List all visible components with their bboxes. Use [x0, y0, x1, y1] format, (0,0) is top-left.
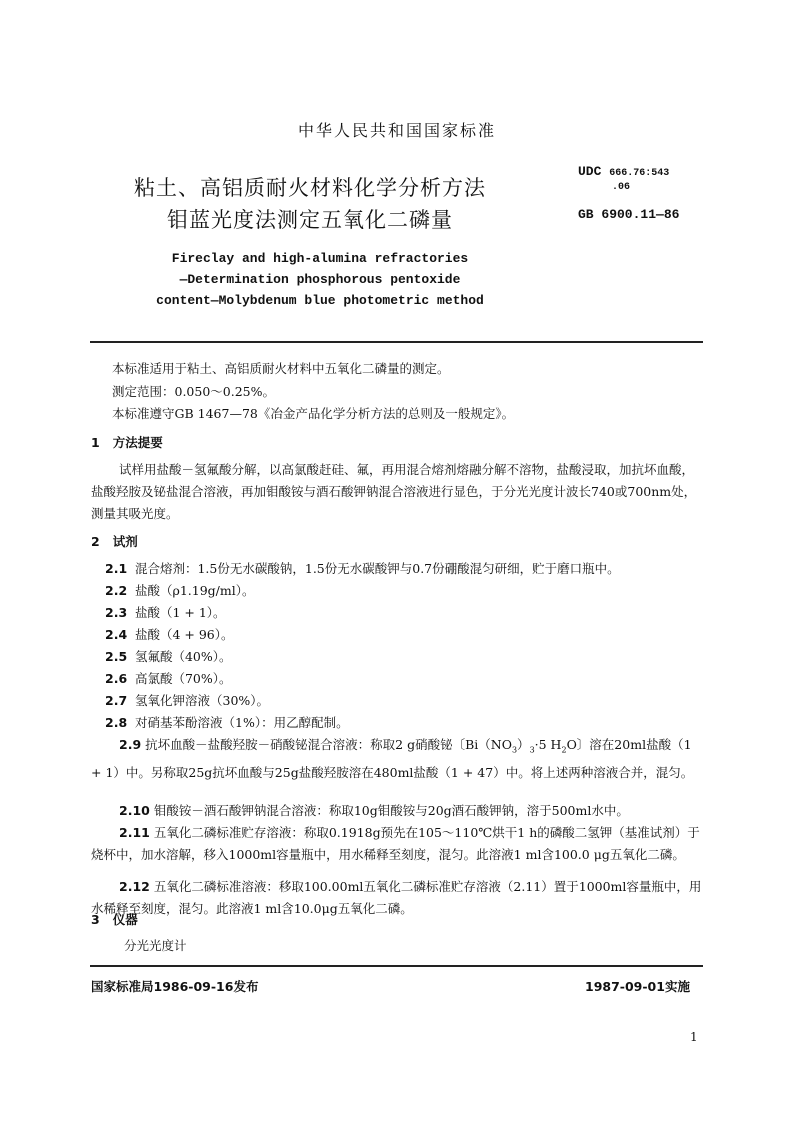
- title-en-line2: —Determination phosphorous pentoxide: [179, 272, 461, 287]
- list-item: 2.7 氢氧化钾溶液（30%）。: [105, 693, 270, 708]
- section-1-heading: 1 方法提要: [91, 435, 163, 450]
- title-cn-line1: 粘土、高铝质耐火材料化学分析方法: [134, 176, 486, 200]
- list-item: 2.6 高氯酸（70%）。: [105, 671, 232, 686]
- list-item: 2.3 盐酸（1 + 1）。: [105, 605, 226, 620]
- reagent-2-9: 2.9 抗坏血酸－盐酸羟胺－硝酸铋混合溶液：称取2 g硝酸铋〔$Bi(NO_3)_3\cdot 5$ $H_2O$〕溶在20ml盐酸（1 + 1）中。另称取25g抗坏血酸与25g盐酸羟胺溶在480ml盐酸（1 + 47）中。将上述两种溶液合并，混匀。: [91, 737, 694, 780]
- udc-code-cont: .06: [612, 182, 631, 193]
- list-item: 2.1 混合熔剂：1.5份无水碳酸钠，1.5份无水碳酸钾与0.7份硼酸混匀研细，贮于磨口瓶中。: [105, 561, 620, 576]
- reagent-list: [105, 558, 620, 734]
- standard-name: 中华人民共和国国家标准: [297, 121, 496, 140]
- issue-date: 国家标准局1986-09-16发布: [91, 979, 259, 994]
- list-item: 2.2 盐酸（ρ1.19g/ml）。: [105, 583, 255, 598]
- intro-compliance: 本标准遵守GB 1467—78《冶金产品化学分析方法的总则及一般规定》。: [112, 406, 515, 421]
- section-3-text: 分光光度计: [124, 938, 187, 953]
- reagent-2-12: 2.12 五氧化二磷标准溶液：移取100.00ml五氧化二磷标准贮存溶液（2.11）置于1000ml容量瓶中，用水稀释至刻度，混匀。此溶液1 ml含10.0μg五氧化二磷。: [91, 879, 702, 916]
- title-cn-line2: 钼蓝光度法测定五氧化二磷量: [167, 208, 453, 232]
- intro-range: 测定范围：0.050～0.25%。: [112, 384, 275, 399]
- title-en-line3: content—Molybdenum blue photometric method: [156, 293, 484, 308]
- list-item: 2.8 对硝基苯酚溶液（1%）：用乙醇配制。: [105, 715, 349, 730]
- effective-date: 1987-09-01实施: [585, 979, 690, 994]
- reagent-2-10: 2.10 钼酸铵－酒石酸钾钠混合溶液：称取10g钼酸铵与20g酒石酸钾钠，溶于500ml水中。: [119, 803, 629, 818]
- header-divider: [90, 341, 703, 343]
- udc-number: 666.76:543: [609, 168, 670, 179]
- udc-label: UDC: [578, 164, 602, 179]
- section-3-heading: 3 仪器: [91, 912, 138, 927]
- gb-code: GB 6900.11—86: [578, 207, 680, 222]
- udc-code: [578, 164, 669, 179]
- footer-divider: [90, 965, 703, 967]
- page-number: 1: [690, 1030, 698, 1044]
- list-item: 2.5 氢氟酸（40%）。: [105, 649, 232, 664]
- reagent-2-11: 2.11 五氧化二磷标准贮存溶液：称取0.1918g预先在105～110℃烘干1 h的磷酸二氢钾（基准试剂）于烧杯中，加水溶解，移入1000ml容量瓶中，用水稀释至刻度，混匀。此溶液1 ml含100.0 μg五氧化二磷。: [91, 825, 700, 862]
- list-item: 2.4 盐酸（4 + 96）。: [105, 627, 234, 642]
- intro-scope: 本标准适用于粘土、高铝质耐火材料中五氧化二磷量的测定。: [112, 361, 450, 376]
- section-1-text: 试样用盐酸－氢氟酸分解，以高氯酸赶硅、氟，再用混合熔剂熔融分解不溶物，盐酸浸取，加抗坏血酸，盐酸羟胺及铋盐混合溶液，再加钼酸铵与酒石酸钾钠混合溶液进行显色，于分光光度计波长740或700nm处，测量其吸光度。: [91, 462, 697, 521]
- section-2-heading: 2 试剂: [91, 534, 138, 549]
- title-en-line1: Fireclay and high-alumina refractories: [171, 251, 469, 266]
